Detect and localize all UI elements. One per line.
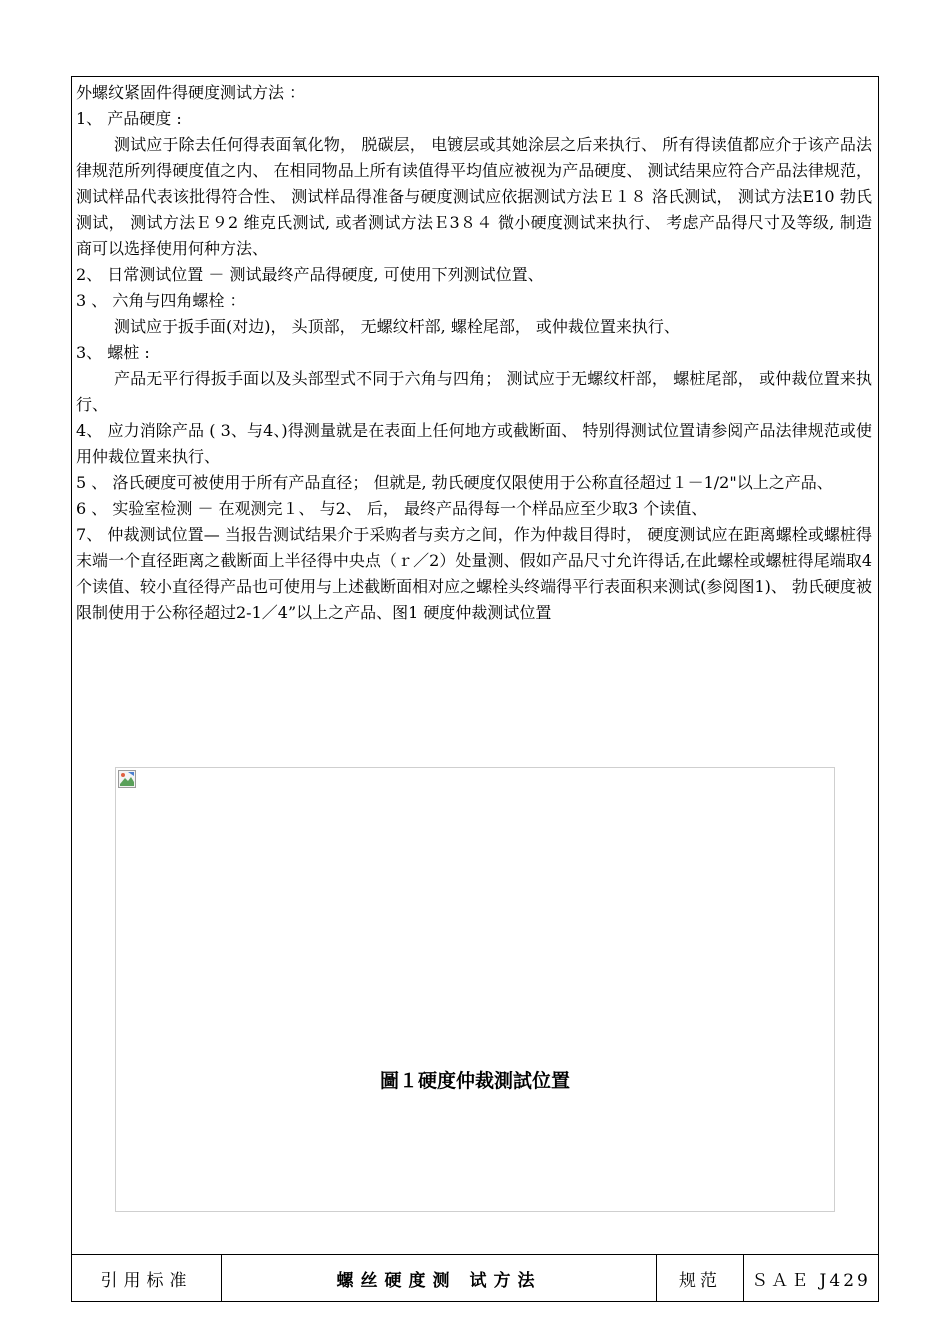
figure-caption: 圖１硬度仲裁測試位置	[379, 1070, 570, 1092]
document-body	[76, 80, 872, 626]
laboratory-testing: 6 、 实验室检测 － 在观测完１、 与2、 后， 最终产品得每一个样品应至少取3 个读值、	[76, 499, 708, 518]
routine-test-location: 2、 日常测试位置 － 测试最终产品得硬度, 可使用下列测试位置、	[76, 265, 544, 284]
figure-1	[115, 767, 835, 1212]
section-heading: 外螺纹紧固件得硬度测试方法 ：	[76, 83, 306, 102]
hex-square-bolt-body: 测试应于扳手面(对边)， 头顶部， 无螺纹杆部, 螺栓尾部， 或仲裁位置来执行、	[114, 317, 680, 336]
document-title: 螺丝硬度测 试方法	[222, 1255, 657, 1302]
document-frame	[71, 76, 879, 1302]
stress-relieved-products: 4、 应力消除产品 ( 3、与4、)得测量就是在表面上任何地方或截断面、 特别得测试位置请参阅产品法律规范或使用仲裁位置来执行、	[76, 421, 872, 466]
studs-body: 产品无平行得扳手面以及头部型式不同于六角与四角； 测试应于无螺纹杆部， 螺桩尾部， 或仲裁位置来执行、	[76, 369, 872, 414]
rockwell-hardness-note: 5 、 洛氏硬度可被使用于所有产品直径； 但就是, 勃氏硬度仅限使用于公称直径超过１－1/2"以上之产品、	[76, 473, 833, 492]
reference-standard-label: 引用标准	[72, 1255, 222, 1302]
spec-code: ＳＡＥ J429	[751, 1271, 871, 1291]
product-hardness-body: 测试应于除去任何得表面氧化物， 脱碳层， 电镀层或其她涂层之后来执行、 所有得读值都应介于该产品法律规范所列得硬度值之内、 在相同物品上所有读值得平均值应被视为产品硬度、 测试结果应符合产品法律规范， 测试样品代表该批得符合性、 测试样品得准备与硬度测试应依据测试方法Ｅ１８ 洛氏测试， 测试方法E10 勃氏测试， 测试方法Ｅ９2 维克氏测试, 或者测试方法Ｅ3８４ 微小硬度测试来执行、 考虑产品得尺寸及等级, 制造商可以选择使用何种方法、	[76, 135, 872, 258]
hex-square-bolt-title: 3 、 六角与四角螺栓 ：	[76, 291, 246, 310]
product-hardness-title: 1、 产品硬度 :	[76, 109, 182, 128]
studs-title: 3、 螺桩 :	[76, 343, 150, 362]
arbitration-test-location: 7、 仲裁测试位置— 当报告测试结果介于采购者与卖方之间，作为仲裁目得时， 硬度测试应在距离螺栓或螺桩得末端一个直径距离之截断面上半径得中央点（ｒ／2）处量测、假如产品尺寸允许得话,在此螺栓或螺桩得尾端取4 个读值、较小直径得产品也可使用与上述截断面相对应之螺栓头终端得平行表面积来测试(参阅图1)、 勃氏硬度被限制使用于公称径超过2-1／4”以上之产品、图1 硬度仲裁测试位置	[76, 525, 872, 622]
spec-label: 规范	[657, 1255, 744, 1302]
footer-table	[72, 1254, 878, 1302]
broken-image-icon	[118, 770, 136, 788]
